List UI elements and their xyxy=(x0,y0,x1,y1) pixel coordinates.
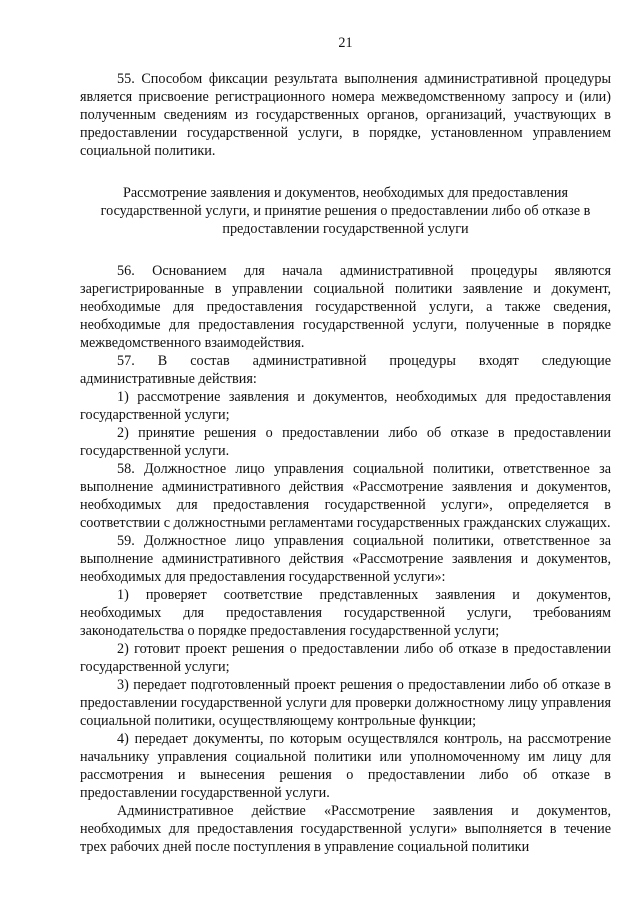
list-item-57-2: 2) принятие решения о предоставлении либо об отказе в предоставлении государственной услуги. xyxy=(80,425,611,459)
list-item-59-3: 3) передает подготовленный проект решения о предоставлении либо об отказе в предоставлении государственной услуги для проверки должностному лицу управления социальной политики, осуществляющему контрольные функции; xyxy=(80,677,611,729)
list-item-59-4: 4) передает документы, по которым осуществлялся контроль, на рассмотрение начальнику управления социальной политики или уполномоченному им лицу для рассмотрения и вынесения решения о предоставлении либо об отказе в предоставлении государственной услуги. xyxy=(80,731,611,801)
paragraph-57: 57. В состав административной процедуры входят следующие административные действия: xyxy=(80,353,611,387)
page-number: 21 xyxy=(338,35,353,51)
paragraph-55: 55. Способом фиксации результата выполнения административной процедуры является присвоение регистрационного номера межведомственному запросу и (или) полученным сведениям из государственных органов, организаций, участвующих в предоставлении государственной услуги, в порядке, установленном управлением социальной политики. xyxy=(80,71,611,159)
paragraph-56: 56. Основанием для начала административной процедуры являются зарегистрированные в управлении социальной политики заявление и документ, необходимые для предоставления государственной услуги, а также сведения, необходимые для предоставления государственной услуги, полученные в порядке межведомственного взаимодействия. xyxy=(80,263,611,351)
paragraph-59: 59. Должностное лицо управления социальной политики, ответственное за выполнение административного действия «Рассмотрение заявления и документов, необходимых для предоставления государственной услуги»: xyxy=(80,533,611,585)
list-item-57-1: 1) рассмотрение заявления и документов, необходимых для предоставления государственной услуги; xyxy=(80,389,611,423)
paragraph-58: 58. Должностное лицо управления социальной политики, ответственное за выполнение административного действия «Рассмотрение заявления и документов, необходимых для предоставления государственной услуги», определяется в соответствии с должностными регламентами государственных гражданских служащих. xyxy=(80,461,611,531)
paragraph-action-timing: Административное действие «Рассмотрение заявления и документов, необходимых для предоставления государственной услуги» выполняется в течение трех рабочих дней после поступления в управление социальной политики xyxy=(80,803,611,855)
document-page xyxy=(80,34,611,856)
section-title: Рассмотрение заявления и документов, необходимых для предоставления государственной услуги, и принятие решения о предоставлении либо об отказе в предоставлении государственной услуги xyxy=(100,185,591,237)
list-item-59-1: 1) проверяет соответствие представленных заявления и документов, необходимых для предоставления государственной услуги, требованиям законодательства о порядке предоставления государственной услуги; xyxy=(80,587,611,639)
list-item-59-2: 2) готовит проект решения о предоставлении либо об отказе в предоставлении государственной услуги; xyxy=(80,641,611,675)
